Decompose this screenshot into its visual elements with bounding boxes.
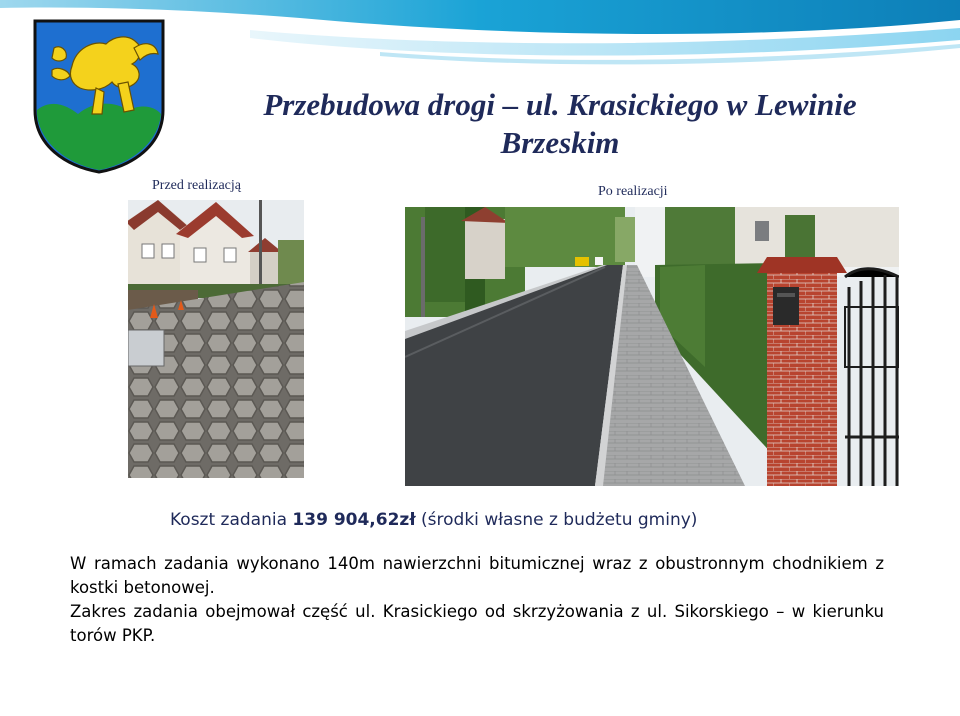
cost-value: 139 904,62zł [292, 510, 416, 530]
caption-before: Przed realizacją [152, 178, 241, 193]
title-line-1: Przebudowa drogi – ul. Krasickiego w Lewinie [263, 87, 857, 122]
photo-before-realization [128, 200, 304, 478]
cost-suffix: (środki własne z budżetu gminy) [415, 510, 698, 530]
photo-after-realization [405, 207, 899, 486]
caption-after: Po realizacji [598, 184, 668, 199]
task-description [70, 552, 884, 648]
coat-of-arms-emblem [32, 18, 166, 174]
cost-line [170, 510, 697, 530]
description-paragraph-1: W ramach zadania wykonano 140m nawierzchni bitumicznej wraz z obustronnym chodnikiem z kostki betonowej. [70, 554, 884, 597]
cost-prefix: Koszt zadania [170, 510, 293, 530]
description-paragraph-2: Zakres zadania obejmował część ul. Krasickiego od skrzyżowania z ul. Sikorskiego – w kierunku torów PKP. [70, 602, 884, 645]
title-line-2: Brzeskim [500, 125, 620, 160]
page-title [180, 86, 940, 162]
